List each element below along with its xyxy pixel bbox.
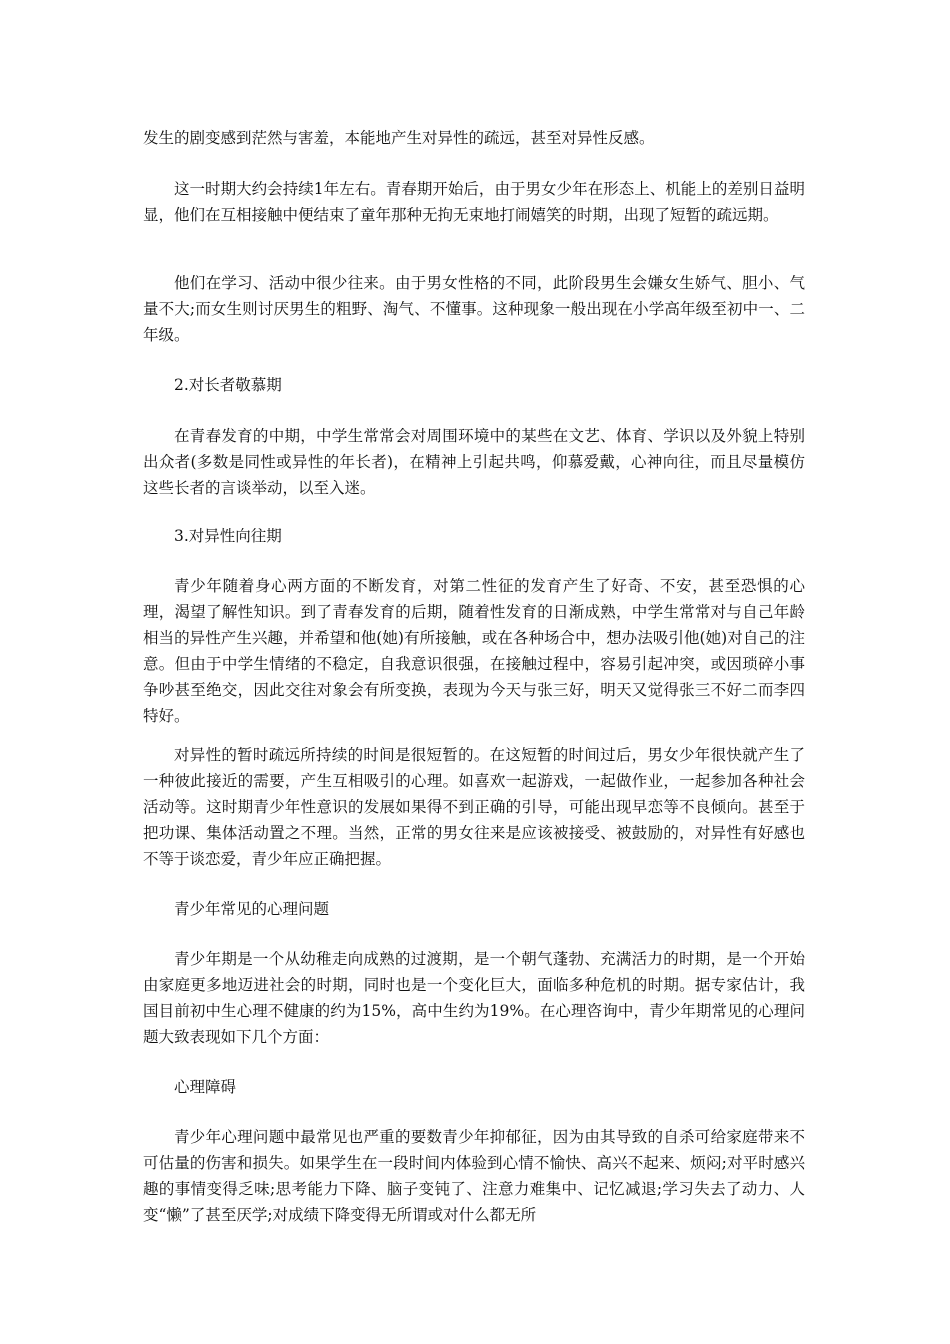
paragraph-continuation: 发生的剧变感到茫然与害羞，本能地产生对异性的疏远，甚至对异性反感。 <box>143 129 655 147</box>
paragraph-short-alienation: 对异性的暂时疏远所持续的时间是很短暂的。在这短暂的时间过后，男女少年很快就产生了一种彼此接近的需要，产生互相吸引的心理。如喜欢一起游戏，一起做作业，一起参加各种社会活动等。这时期青少年性意识的发展如果得不到正确的引导，可能出现早恋等不良倾向。甚至于把功课、集体活动置之不理。当然，正常的男女往来是应该被接受、被鼓励的，对异性有好感也不等于谈恋爱，青少年应正确把握。 <box>143 746 805 868</box>
paragraph-gender-differences: 他们在学习、活动中很少往来。由于男女性格的不同，此阶段男生会嫌女生娇气、胆小、气量不大;而女生则讨厌男生的粗野、淘气、不懂事。这种现象一般出现在小学高年级至初中一、二年级。 <box>143 274 805 344</box>
paragraph-depression: 青少年心理问题中最常见也严重的要数青少年抑郁征，因为由其导致的自杀可给家庭带来不可估量的伤害和损失。如果学生在一段时间内体验到心情不愉快、高兴不起来、烦闷;对平时感兴趣的事情变得乏味;思考能力下降、脑子变钝了、注意力难集中、记忆减退;学习失去了动力、人变“懒”了甚至厌学;对成绩下降变得无所谓或对什么都无所 <box>143 1128 805 1224</box>
heading-attraction-period: 3.对异性向往期 <box>174 527 282 545</box>
heading-psychological-disorders: 心理障碍 <box>174 1078 237 1096</box>
paragraph-attraction: 青少年随着身心两方面的不断发育，对第二性征的发育产生了好奇、不安，甚至恐惧的心理，渴望了解性知识。到了青春发育的后期，随着性发育的日渐成熟，中学生常常对与自己年龄相当的异性产生兴趣，并希望和他(她)有所接触，或在各种场合中，想办法吸引他(她)对自己的注意。但由于中学生情绪的不稳定，自我意识很强，在接触过程中，容易引起冲突，或因琐碎小事争吵甚至绝交，因此交往对象会有所变换，表现为今天与张三好，明天又觉得张三不好二而李四特好。 <box>143 577 805 725</box>
heading-admiration-period: 2.对长者敬慕期 <box>174 376 282 394</box>
paragraph-adolescence: 青少年期是一个从幼稚走向成熟的过渡期，是一个朝气蓬勃、充满活力的时期，是一个开始由家庭更多地迈进社会的时期，同时也是一个变化巨大，面临多种危机的时期。据专家估计，我国目前初中生心理不健康的约为15%，高中生约为19%。在心理咨询中，青少年期常见的心理问题大致表现如下几个方面： <box>143 950 805 1046</box>
paragraph-alienation-period: 这一时期大约会持续1年左右。青春期开始后，由于男女少年在形态上、机能上的差别日益明显，他们在互相接触中便结束了童年那种无拘无束地打闹嬉笑的时期，出现了短暂的疏远期。 <box>143 180 805 224</box>
heading-common-problems: 青少年常见的心理问题 <box>174 900 330 918</box>
paragraph-admiration: 在青春发育的中期，中学生常常会对周围环境中的某些在文艺、体育、学识以及外貌上特别出众者(多数是同性或异性的年长者)，在精神上引起共鸣，仰慕爱戴，心神向往，而且尽量模仿这些长者的言谈举动，以至入迷。 <box>143 427 805 497</box>
